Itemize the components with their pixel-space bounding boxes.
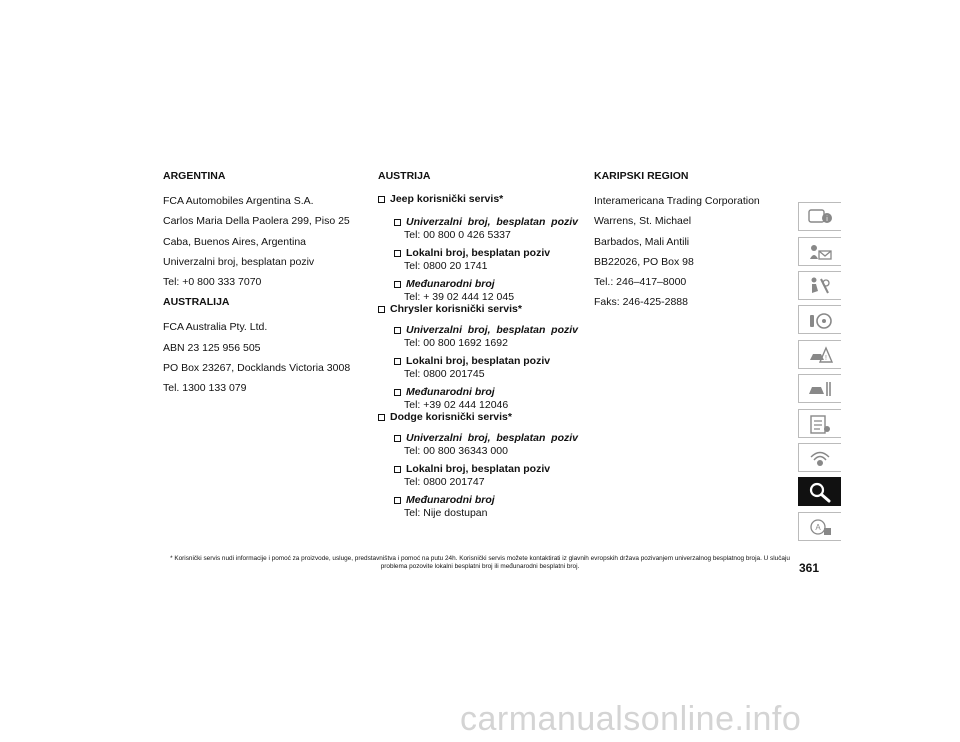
page-number: 361 <box>799 561 820 575</box>
section-heading-australija: AUSTRALIJA <box>163 296 230 309</box>
item-label: Univerzalni broj, besplatan poziv <box>406 432 578 444</box>
column-left <box>163 170 363 403</box>
item-tel: Tel: 00 800 0 426 5337 <box>404 228 511 241</box>
tab-emergency[interactable] <box>798 340 841 369</box>
steering-wheel-icon <box>806 309 834 331</box>
search-magnifier-icon <box>806 481 834 503</box>
item-tel: Tel: 0800 20 1741 <box>404 259 488 272</box>
footnote: * Korisnički servis nudi informacije i pomoć za proizvode, usluge, predstavništva i pomoć na putu 24h. Korisnički servis možete kontaktirati iz glavnih evropskih država pozivanjem univerzalnog besplatnog broja. U slučaju problema pozovite lokalni besplatni broj ili međunarodni besplatni broj. <box>170 555 790 570</box>
checkbox-bullet-icon <box>378 306 385 313</box>
address-line: Barbados, Mali Antili <box>594 235 690 248</box>
multimedia-icon <box>806 447 834 469</box>
checkbox-bullet-icon <box>394 250 401 257</box>
address-line: Carlos Maria Della Paolera 299, Piso 25 <box>163 215 350 228</box>
checkbox-bullet-icon <box>394 219 401 226</box>
checkbox-bullet-icon <box>378 414 385 421</box>
item-label: Lokalni broj, besplatan poziv <box>406 247 551 259</box>
item-label: Lokalni broj, besplatan poziv <box>406 463 551 475</box>
tab-specs[interactable] <box>798 409 841 438</box>
item-label: Međunarodni broj <box>406 386 495 398</box>
dashboard-info-icon <box>806 206 834 228</box>
address-line: FCA Australia Pty. Ltd. <box>163 321 268 334</box>
item-tel: Tel: Nije dostupan <box>404 506 488 519</box>
item-label: Univerzalni broj, besplatan poziv <box>406 324 578 336</box>
phone-line: Tel. 1300 133 079 <box>163 382 247 395</box>
checkbox-bullet-icon <box>394 466 401 473</box>
tab-dashboard-info[interactable] <box>798 202 841 231</box>
column-right <box>594 170 784 317</box>
item-tel: Tel: + 39 02 444 12 045 <box>404 290 515 303</box>
group-title: Chrysler korisnički servis* <box>390 303 522 315</box>
section-heading-karipski-region: KARIPSKI REGION <box>594 170 689 182</box>
address-line: BB22026, PO Box 98 <box>594 255 694 268</box>
group-title: Jeep korisnički servis* <box>390 193 504 205</box>
section-heading-argentina: ARGENTINA <box>163 170 226 182</box>
checkbox-bullet-icon <box>394 435 401 442</box>
list-item <box>394 494 578 519</box>
list-item <box>394 324 578 349</box>
item-tel: Tel: +39 02 444 12046 <box>404 398 509 411</box>
group-jeep <box>378 193 578 206</box>
group-chrysler <box>378 303 578 316</box>
item-tel: Tel: 00 800 1692 1692 <box>404 336 508 349</box>
watermark: carmanualsonline.info <box>460 700 802 738</box>
section-heading-austrija: AUSTRIJA <box>378 170 431 182</box>
safety-envelope-icon <box>806 241 834 263</box>
item-label: Lokalni broj, besplatan poziv <box>406 355 551 367</box>
tab-driving[interactable] <box>798 305 841 334</box>
tab-index[interactable] <box>798 512 841 541</box>
tab-multimedia[interactable] <box>798 443 841 472</box>
list-item <box>394 216 578 241</box>
checkbox-bullet-icon <box>394 389 401 396</box>
list-item <box>394 463 578 488</box>
svg-text:i: i <box>826 215 828 223</box>
index-language-icon <box>806 516 834 538</box>
list-item <box>394 355 578 380</box>
item-tel: Tel: 00 800 36343 000 <box>404 444 508 457</box>
address-line: ABN 23 125 956 505 <box>163 341 261 354</box>
checklist-icon <box>806 413 834 435</box>
tab-safety[interactable] <box>798 237 841 266</box>
item-tel: Tel: 0800 201747 <box>404 475 485 488</box>
checkbox-bullet-icon <box>394 358 401 365</box>
list-item <box>394 432 578 457</box>
address-line: Interamericana Trading Corporation <box>594 195 760 207</box>
address-line: FCA Automobiles Argentina S.A. <box>163 195 314 207</box>
warning-car-icon <box>806 344 834 366</box>
phone-line: Tel.: 246–417–8000 <box>594 276 687 289</box>
phone-line: Tel: +0 800 333 7070 <box>163 276 262 289</box>
item-tel: Tel: 0800 201745 <box>404 367 485 380</box>
svg-text:A: A <box>815 522 821 532</box>
tab-index-search[interactable] <box>798 477 841 506</box>
address-line: Warrens, St. Michael <box>594 215 692 228</box>
item-label: Međunarodni broj <box>406 278 495 290</box>
seat-person-icon <box>806 275 834 297</box>
tab-seats[interactable] <box>798 271 841 300</box>
address-line: PO Box 23267, Docklands Victoria 3008 <box>163 362 351 375</box>
checkbox-bullet-icon <box>378 196 385 203</box>
checkbox-bullet-icon <box>394 281 401 288</box>
list-item <box>394 278 578 303</box>
address-line: Univerzalni broj, besplatan poziv <box>163 255 315 268</box>
checkbox-bullet-icon <box>394 497 401 504</box>
address-line: Caba, Buenos Aires, Argentina <box>163 235 307 248</box>
checkbox-bullet-icon <box>394 327 401 334</box>
list-item <box>394 247 578 272</box>
group-dodge <box>378 411 578 424</box>
list-item <box>394 386 578 411</box>
service-car-tools-icon <box>806 378 834 400</box>
group-title: Dodge korisnički servis* <box>390 411 512 423</box>
fax-line: Faks: 246-425-2888 <box>594 296 688 309</box>
tab-service[interactable] <box>798 374 841 403</box>
svg-text:!: ! <box>825 354 827 362</box>
item-label: Univerzalni broj, besplatan poziv <box>406 216 578 228</box>
item-label: Međunarodni broj <box>406 494 495 506</box>
column-middle <box>378 170 578 525</box>
